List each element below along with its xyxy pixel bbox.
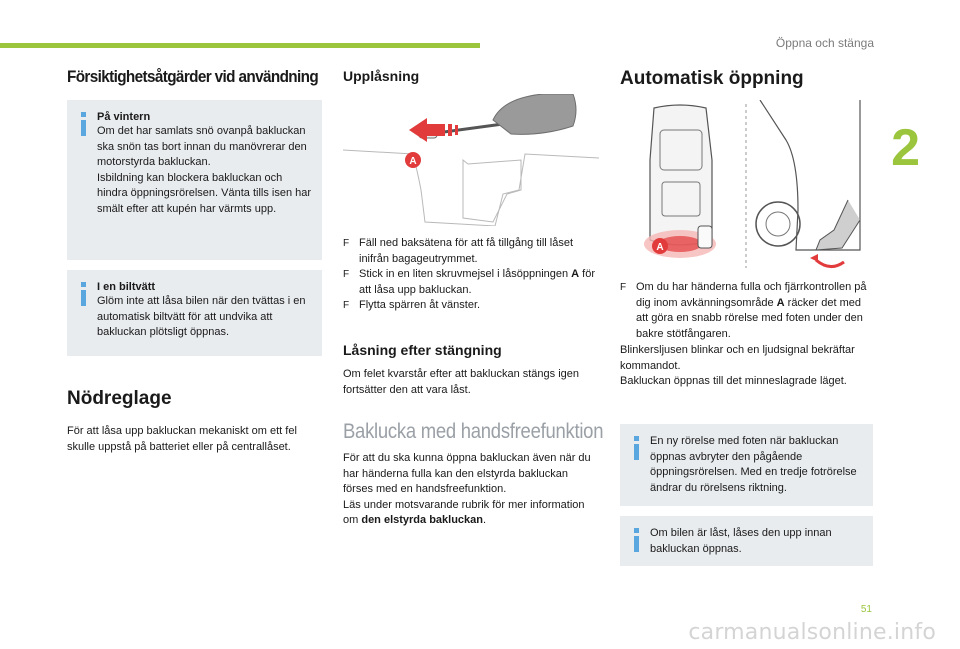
note-foot-motion-text: En ny rörelse med foten när bakluckan öppnas avbryter den pågående öppningsrörelsen. Med en tredje fotrörelse ändrar du rörelsens riktning. bbox=[650, 435, 857, 494]
step-text: räcker det med att göra en snabb rörelse med foten under den bakre stötfångaren. bbox=[636, 296, 863, 340]
note-locked-car bbox=[620, 516, 873, 566]
page-number: 51 bbox=[860, 604, 872, 615]
note-winter bbox=[67, 100, 322, 260]
top-accent-bar bbox=[0, 43, 480, 48]
list-item bbox=[343, 236, 599, 267]
watermark: carmanualsonline.info bbox=[688, 620, 936, 645]
info-icon bbox=[630, 528, 644, 552]
emergency-heading: Nödreglage bbox=[67, 388, 172, 409]
unlock-illustration bbox=[343, 94, 599, 226]
step-text: Fäll ned baksätena för att få tillgång till låset inifrån bagageutrymmet. bbox=[359, 237, 574, 265]
info-icon bbox=[77, 112, 91, 136]
bullet-marker: F bbox=[343, 300, 350, 311]
handsfree-text bbox=[343, 451, 593, 529]
marker-a-label: A bbox=[656, 242, 664, 253]
step-text: Stick in en liten skruvmejsel i låsöppningen bbox=[359, 268, 572, 280]
note-winter-title: På vintern bbox=[97, 111, 151, 123]
emergency-text: För att låsa upp bakluckan mekaniskt om ett fel skulle uppstå på batteriet eller på centrallåset. bbox=[67, 425, 297, 453]
note-carwash bbox=[67, 270, 322, 356]
handsfree-text-end: . bbox=[483, 514, 487, 526]
handsfree-heading: Baklucka med handsfreefunktion bbox=[343, 420, 604, 443]
bullet-marker: F bbox=[620, 282, 627, 293]
note-foot-motion bbox=[620, 424, 873, 506]
step-text: Om du har händerna fulla och fjärrkontrollen på dig inom avkänningsområde bbox=[636, 281, 867, 309]
lock-heading: Låsning efter stängning bbox=[343, 342, 502, 358]
auto-open-text: Blinkersljusen blinkar och en ljudsignal bekräftar kommandot. Bakluckan öppnas till det minneslagrade läget. bbox=[620, 344, 855, 387]
unlock-steps bbox=[343, 236, 599, 314]
step-text: för att låsa upp bakluckan. bbox=[359, 268, 596, 296]
auto-open-steps bbox=[620, 280, 875, 342]
bullet-marker: F bbox=[343, 238, 350, 249]
list-item bbox=[620, 280, 875, 342]
list-item bbox=[343, 267, 599, 298]
handsfree-text-body: För att du ska kunna öppna bakluckan även när du har händerna fulla kan den elstyrda bakluckan förses med en handsfreefunktion. Läs under motsvarande rubrik för mer information om bbox=[343, 452, 591, 526]
unlock-heading: Upplåsning bbox=[343, 68, 420, 84]
auto-open-heading: Automatisk öppning bbox=[620, 68, 804, 89]
info-icon bbox=[630, 436, 644, 460]
note-winter-text: Om det har samlats snö ovanpå bakluckan ska snön tas bort innan du manövrerar den motorstyrda bakluckan. Isbildning kan blockera bakluckan och hindra öppningsrörelsen. Vänta tills isen har smält efter att kupén har värmts upp. bbox=[97, 125, 312, 215]
precautions-heading: Försiktighetsåtgärder vid användning bbox=[67, 67, 319, 86]
marker-a-label: A bbox=[409, 156, 417, 167]
bullet-marker: F bbox=[343, 269, 350, 280]
list-item bbox=[343, 298, 599, 314]
auto-open-illustration bbox=[620, 100, 870, 272]
handsfree-text-bold: den elstyrda bakluckan bbox=[361, 514, 484, 526]
step-text: Flytta spärren åt vänster. bbox=[359, 299, 481, 311]
step-bold: A bbox=[571, 268, 580, 280]
info-icon bbox=[77, 282, 91, 306]
step-bold: A bbox=[776, 296, 785, 309]
note-carwash-text: Glöm inte att låsa bilen när den tvättas i en automatisk biltvätt för att undvika att bakluckan plötsligt öppnas. bbox=[97, 295, 306, 338]
chapter-number: 2 bbox=[891, 119, 920, 177]
section-title: Öppna och stänga bbox=[775, 36, 874, 50]
lock-text: Om felet kvarstår efter att bakluckan stängs igen fortsätter den att vara låst. bbox=[343, 368, 580, 396]
note-locked-car-text: Om bilen är låst, låses den upp innan bakluckan öppnas. bbox=[650, 527, 832, 555]
note-carwash-title: I en biltvätt bbox=[97, 281, 156, 293]
